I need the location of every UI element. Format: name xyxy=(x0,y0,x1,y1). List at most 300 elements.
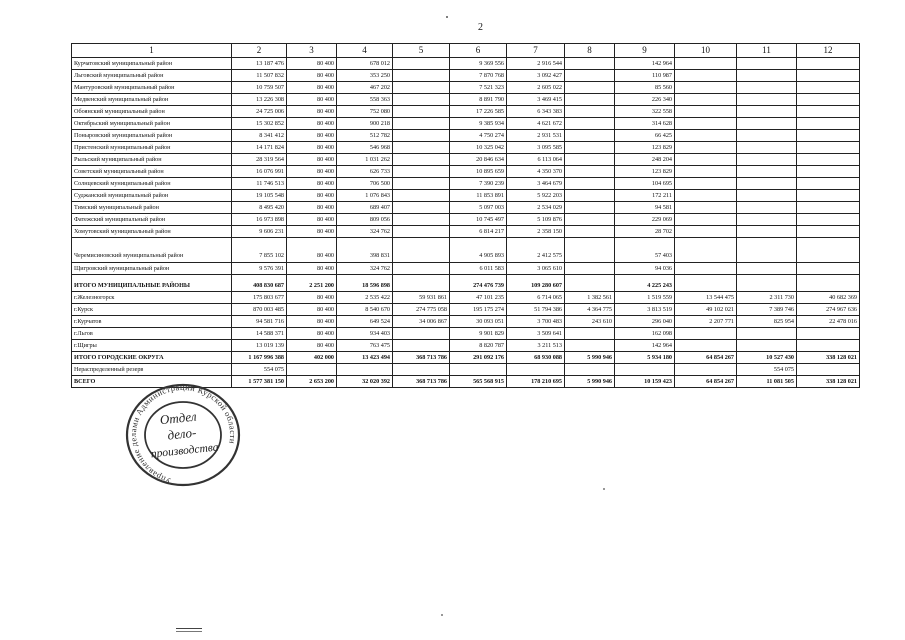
table-cell: 809 056 xyxy=(337,214,393,226)
table-cell: 4 364 775 xyxy=(565,304,615,316)
table-cell: 3 700 483 xyxy=(507,316,565,328)
row-label: Тимский муниципальный район xyxy=(72,202,232,214)
table-cell xyxy=(393,364,450,376)
table-cell: 80 400 xyxy=(287,190,337,202)
table-cell: 353 250 xyxy=(337,70,393,82)
table-cell: 80 400 xyxy=(287,82,337,94)
row-label: Льговский муниципальный район xyxy=(72,70,232,82)
table-cell: 1 382 561 xyxy=(565,292,615,304)
stamp-text-line3: производства xyxy=(150,441,220,461)
table-cell xyxy=(797,70,860,82)
table-cell xyxy=(675,70,737,82)
table-cell: 64 854 267 xyxy=(675,352,737,364)
table-cell: 18 596 898 xyxy=(337,275,393,292)
table-cell: 2 207 771 xyxy=(675,316,737,328)
table-cell: 8 341 412 xyxy=(232,130,287,142)
table-cell: 195 175 274 xyxy=(450,304,507,316)
table-cell xyxy=(393,154,450,166)
table-cell: 10 745 497 xyxy=(450,214,507,226)
table-cell xyxy=(615,364,675,376)
table-row xyxy=(72,166,860,178)
table-cell: 3 509 641 xyxy=(507,328,565,340)
table-cell xyxy=(393,238,450,263)
table-row xyxy=(72,58,860,70)
row-label: г.Курск xyxy=(72,304,232,316)
row-label: г.Железногорск xyxy=(72,292,232,304)
table-cell: 5 990 946 xyxy=(565,376,615,388)
column-header: 5 xyxy=(393,44,450,58)
table-cell: 6 011 583 xyxy=(450,263,507,275)
table-cell xyxy=(507,364,565,376)
table-cell: 8 495 420 xyxy=(232,202,287,214)
table-cell: 9 369 556 xyxy=(450,58,507,70)
table-cell: 80 400 xyxy=(287,178,337,190)
row-label: Фатежский муниципальный район xyxy=(72,214,232,226)
table-cell xyxy=(737,142,797,154)
row-label: Рыльский муниципальный район xyxy=(72,154,232,166)
row-label: Поныровский муниципальный район xyxy=(72,130,232,142)
table-cell: 338 128 021 xyxy=(797,352,860,364)
table-cell xyxy=(797,106,860,118)
table-cell xyxy=(675,364,737,376)
table-cell xyxy=(675,130,737,142)
row-label: г.Щигры xyxy=(72,340,232,352)
table-cell xyxy=(797,263,860,275)
row-label: ВСЕГО xyxy=(72,376,232,388)
table-cell: 80 400 xyxy=(287,214,337,226)
table-cell: 338 128 021 xyxy=(797,376,860,388)
table-row xyxy=(72,142,860,154)
table-cell xyxy=(565,70,615,82)
table-cell xyxy=(675,178,737,190)
table-cell: 274 967 636 xyxy=(797,304,860,316)
table-cell: 80 400 xyxy=(287,226,337,238)
table-cell xyxy=(797,178,860,190)
table-cell xyxy=(675,82,737,94)
page-number: 2 xyxy=(478,22,483,33)
table-cell xyxy=(393,118,450,130)
table-cell: 3 092 427 xyxy=(507,70,565,82)
table-cell: 5 922 203 xyxy=(507,190,565,202)
table-row xyxy=(72,316,860,328)
table-cell: 14 588 371 xyxy=(232,328,287,340)
table-cell: 47 101 235 xyxy=(450,292,507,304)
table-cell xyxy=(287,364,337,376)
table-cell: 8 891 790 xyxy=(450,94,507,106)
table-cell: 142 964 xyxy=(615,340,675,352)
table-row xyxy=(72,214,860,226)
table-cell xyxy=(797,238,860,263)
row-label: Суджанский муниципальный район xyxy=(72,190,232,202)
table-cell xyxy=(737,94,797,106)
table-cell: 80 400 xyxy=(287,316,337,328)
table-cell xyxy=(565,275,615,292)
table-cell xyxy=(737,118,797,130)
table-cell: 934 403 xyxy=(337,328,393,340)
table-cell xyxy=(565,263,615,275)
table-cell xyxy=(393,58,450,70)
table-cell xyxy=(675,340,737,352)
table-cell: 3 095 585 xyxy=(507,142,565,154)
table-cell: 80 400 xyxy=(287,142,337,154)
table-cell: 104 695 xyxy=(615,178,675,190)
table-cell xyxy=(565,130,615,142)
table-cell xyxy=(797,94,860,106)
table-cell xyxy=(797,328,860,340)
table-cell: 8 820 787 xyxy=(450,340,507,352)
table-cell: 689 407 xyxy=(337,202,393,214)
table-cell: 175 803 677 xyxy=(232,292,287,304)
table-row xyxy=(72,340,860,352)
table-cell xyxy=(797,154,860,166)
table-cell xyxy=(675,154,737,166)
table-cell xyxy=(737,328,797,340)
table-row xyxy=(72,154,860,166)
table-cell: 512 782 xyxy=(337,130,393,142)
table-cell: 408 830 687 xyxy=(232,275,287,292)
table-row xyxy=(72,328,860,340)
table-cell: 1 076 843 xyxy=(337,190,393,202)
table-row xyxy=(72,118,860,130)
table-row xyxy=(72,202,860,214)
table-cell xyxy=(797,202,860,214)
table-cell: 2 931 531 xyxy=(507,130,565,142)
table-cell: 30 093 051 xyxy=(450,316,507,328)
table-cell xyxy=(675,166,737,178)
table-row xyxy=(72,238,860,263)
column-header: 8 xyxy=(565,44,615,58)
table-cell: 7 870 768 xyxy=(450,70,507,82)
table-cell xyxy=(565,166,615,178)
column-header: 9 xyxy=(615,44,675,58)
table-cell xyxy=(393,275,450,292)
table-header-row xyxy=(72,44,860,58)
table-cell: 85 560 xyxy=(615,82,675,94)
table-cell xyxy=(565,190,615,202)
table-cell xyxy=(565,328,615,340)
table-cell: 80 400 xyxy=(287,166,337,178)
table-cell: 1 167 996 388 xyxy=(232,352,287,364)
scan-speck xyxy=(446,16,448,18)
table-cell: 274 775 058 xyxy=(393,304,450,316)
table-cell: 226 340 xyxy=(615,94,675,106)
table-cell xyxy=(393,106,450,118)
table-cell: 243 610 xyxy=(565,316,615,328)
table-cell: 66 425 xyxy=(615,130,675,142)
table-row xyxy=(72,275,860,292)
table-cell xyxy=(737,154,797,166)
column-header: 2 xyxy=(232,44,287,58)
table-cell xyxy=(565,82,615,94)
table-cell xyxy=(565,106,615,118)
table-cell xyxy=(675,58,737,70)
table-cell: 80 400 xyxy=(287,340,337,352)
table-cell xyxy=(737,275,797,292)
table-cell: 4 621 672 xyxy=(507,118,565,130)
table-cell xyxy=(797,142,860,154)
table-cell: 80 400 xyxy=(287,70,337,82)
table-cell: 5 990 946 xyxy=(565,352,615,364)
table-cell: 1 519 559 xyxy=(615,292,675,304)
table-row xyxy=(72,190,860,202)
row-label: г.Льгов xyxy=(72,328,232,340)
table-cell: 11 507 832 xyxy=(232,70,287,82)
table-cell: 368 713 786 xyxy=(393,376,450,388)
table-cell xyxy=(797,58,860,70)
table-cell xyxy=(797,226,860,238)
table-cell xyxy=(675,118,737,130)
table-cell: 10 527 430 xyxy=(737,352,797,364)
table-cell: 3 469 415 xyxy=(507,94,565,106)
table-cell xyxy=(393,94,450,106)
row-label: ИТОГО ГОРОДСКИЕ ОКРУГА xyxy=(72,352,232,364)
table-cell: 3 464 679 xyxy=(507,178,565,190)
table-cell: 5 097 003 xyxy=(450,202,507,214)
column-header: 12 xyxy=(797,44,860,58)
table-cell xyxy=(675,226,737,238)
footer-mark xyxy=(176,628,202,632)
table-cell: 296 040 xyxy=(615,316,675,328)
table-cell xyxy=(797,82,860,94)
table-cell xyxy=(393,226,450,238)
row-label: Курчатовский муниципальный район xyxy=(72,58,232,70)
table-row xyxy=(72,226,860,238)
table-cell: 172 211 xyxy=(615,190,675,202)
row-label: Солнцевский муниципальный район xyxy=(72,178,232,190)
table-row xyxy=(72,352,860,364)
table-cell xyxy=(737,263,797,275)
table-cell xyxy=(565,340,615,352)
table-cell: 80 400 xyxy=(287,304,337,316)
table-cell: 13 187 476 xyxy=(232,58,287,70)
row-label: Мантуровский муниципальный район xyxy=(72,82,232,94)
table-cell xyxy=(737,58,797,70)
table-cell: 24 725 006 xyxy=(232,106,287,118)
table-cell xyxy=(797,364,860,376)
table-cell xyxy=(393,130,450,142)
table-cell: 64 854 267 xyxy=(675,376,737,388)
table-cell: 16 076 991 xyxy=(232,166,287,178)
table-cell: 94 581 xyxy=(615,202,675,214)
table-cell: 80 400 xyxy=(287,106,337,118)
table-cell xyxy=(675,275,737,292)
table-cell: 678 012 xyxy=(337,58,393,70)
table-cell: 49 102 021 xyxy=(675,304,737,316)
table-cell xyxy=(565,118,615,130)
table-cell: 40 682 369 xyxy=(797,292,860,304)
table-cell: 19 105 548 xyxy=(232,190,287,202)
table-cell xyxy=(737,82,797,94)
table-cell: 6 113 064 xyxy=(507,154,565,166)
table-cell: 7 521 323 xyxy=(450,82,507,94)
table-cell: 28 319 564 xyxy=(232,154,287,166)
table-cell xyxy=(565,178,615,190)
row-label: Обоянский муниципальный район xyxy=(72,106,232,118)
table-cell: 1 577 381 150 xyxy=(232,376,287,388)
table-cell: 2 311 730 xyxy=(737,292,797,304)
table-cell xyxy=(675,94,737,106)
table-cell: 178 210 695 xyxy=(507,376,565,388)
table-cell: 20 846 634 xyxy=(450,154,507,166)
table-cell: 13 019 139 xyxy=(232,340,287,352)
table-cell xyxy=(737,190,797,202)
table-cell: 706 500 xyxy=(337,178,393,190)
table-cell xyxy=(675,190,737,202)
row-label: Советский муниципальный район xyxy=(72,166,232,178)
table-row xyxy=(72,106,860,118)
table-cell: 4 750 274 xyxy=(450,130,507,142)
table-cell xyxy=(737,106,797,118)
table-cell: 13 423 494 xyxy=(337,352,393,364)
table-cell xyxy=(393,178,450,190)
table-cell: 14 171 824 xyxy=(232,142,287,154)
table-cell xyxy=(797,340,860,352)
row-label: г.Курчатов xyxy=(72,316,232,328)
table-cell: 7 390 239 xyxy=(450,178,507,190)
table-cell: 3 813 519 xyxy=(615,304,675,316)
table-row xyxy=(72,178,860,190)
table-cell: 4 350 370 xyxy=(507,166,565,178)
table-cell: 870 003 485 xyxy=(232,304,287,316)
table-cell xyxy=(797,190,860,202)
table-row xyxy=(72,94,860,106)
table-cell: 110 987 xyxy=(615,70,675,82)
table-cell xyxy=(393,142,450,154)
table-cell xyxy=(675,263,737,275)
table-cell xyxy=(450,364,507,376)
table-cell: 59 931 861 xyxy=(393,292,450,304)
table-cell: 9 385 934 xyxy=(450,118,507,130)
table-cell xyxy=(393,190,450,202)
table-cell: 13 226 308 xyxy=(232,94,287,106)
table-cell: 649 524 xyxy=(337,316,393,328)
table-cell: 80 400 xyxy=(287,238,337,263)
table-cell: 80 400 xyxy=(287,328,337,340)
table-cell: 763 475 xyxy=(337,340,393,352)
column-header: 1 xyxy=(72,44,232,58)
table-cell: 57 403 xyxy=(615,238,675,263)
table-cell xyxy=(393,202,450,214)
table-cell: 68 930 088 xyxy=(507,352,565,364)
table-cell: 6 714 065 xyxy=(507,292,565,304)
table-cell xyxy=(737,70,797,82)
table-cell: 6 814 217 xyxy=(450,226,507,238)
column-header: 4 xyxy=(337,44,393,58)
table-cell: 398 831 xyxy=(337,238,393,263)
table-cell: 15 302 852 xyxy=(232,118,287,130)
table-cell: 80 400 xyxy=(287,263,337,275)
table-cell: 752 080 xyxy=(337,106,393,118)
table-cell: 51 794 386 xyxy=(507,304,565,316)
table-cell: 16 973 898 xyxy=(232,214,287,226)
table-cell xyxy=(737,214,797,226)
table-cell: 142 964 xyxy=(615,58,675,70)
table-cell xyxy=(393,82,450,94)
table-cell: 4 905 893 xyxy=(450,238,507,263)
table-cell: 229 069 xyxy=(615,214,675,226)
table-cell xyxy=(797,214,860,226)
table-cell: 94 581 716 xyxy=(232,316,287,328)
table-row xyxy=(72,364,860,376)
table-cell xyxy=(737,130,797,142)
table-cell xyxy=(797,275,860,292)
table-cell: 554 075 xyxy=(737,364,797,376)
table-cell: 2 916 544 xyxy=(507,58,565,70)
table-row xyxy=(72,82,860,94)
table-cell xyxy=(737,202,797,214)
table-cell: 900 218 xyxy=(337,118,393,130)
table-cell xyxy=(737,340,797,352)
table-cell xyxy=(565,154,615,166)
table-cell: 11 853 891 xyxy=(450,190,507,202)
table-cell: 546 968 xyxy=(337,142,393,154)
table-cell: 11 746 513 xyxy=(232,178,287,190)
table-cell: 9 606 231 xyxy=(232,226,287,238)
department-stamp xyxy=(118,382,248,488)
table-cell: 28 702 xyxy=(615,226,675,238)
table-cell: 3 211 513 xyxy=(507,340,565,352)
table-row xyxy=(72,292,860,304)
table-cell: 626 733 xyxy=(337,166,393,178)
table-cell: 2 412 575 xyxy=(507,238,565,263)
table-row xyxy=(72,130,860,142)
table-cell xyxy=(737,166,797,178)
row-label: Нераспределенный резерв xyxy=(72,364,232,376)
table-cell: 11 081 505 xyxy=(737,376,797,388)
table-body xyxy=(72,44,860,388)
table-cell xyxy=(797,118,860,130)
table-cell: 554 075 xyxy=(232,364,287,376)
table-cell: 825 954 xyxy=(737,316,797,328)
row-label: Щигровский муниципальный район xyxy=(72,263,232,275)
table-cell xyxy=(737,178,797,190)
table-cell xyxy=(337,364,393,376)
table-cell: 368 713 786 xyxy=(393,352,450,364)
table-cell: 123 829 xyxy=(615,166,675,178)
table-cell: 162 098 xyxy=(615,328,675,340)
table-cell: 94 036 xyxy=(615,263,675,275)
table-cell xyxy=(797,130,860,142)
column-header: 7 xyxy=(507,44,565,58)
table-cell: 2 251 200 xyxy=(287,275,337,292)
column-header: 11 xyxy=(737,44,797,58)
table-cell xyxy=(565,58,615,70)
table-cell xyxy=(797,166,860,178)
table-cell: 565 568 915 xyxy=(450,376,507,388)
table-cell xyxy=(737,238,797,263)
table-cell xyxy=(393,70,450,82)
table-cell xyxy=(565,202,615,214)
table-cell xyxy=(565,214,615,226)
table-cell: 34 006 867 xyxy=(393,316,450,328)
table-cell xyxy=(565,238,615,263)
table-cell xyxy=(737,226,797,238)
table-cell: 2 534 029 xyxy=(507,202,565,214)
table-cell xyxy=(675,142,737,154)
table-cell: 80 400 xyxy=(287,58,337,70)
table-cell: 7 855 102 xyxy=(232,238,287,263)
table-cell: 6 343 383 xyxy=(507,106,565,118)
table-cell: 2 605 022 xyxy=(507,82,565,94)
table-cell: 2 535 422 xyxy=(337,292,393,304)
table-cell: 402 000 xyxy=(287,352,337,364)
table-cell: 558 363 xyxy=(337,94,393,106)
table-cell xyxy=(675,214,737,226)
table-cell: 80 400 xyxy=(287,94,337,106)
table-cell: 467 202 xyxy=(337,82,393,94)
row-label: Медвенский муниципальный район xyxy=(72,94,232,106)
table-cell: 13 544 475 xyxy=(675,292,737,304)
